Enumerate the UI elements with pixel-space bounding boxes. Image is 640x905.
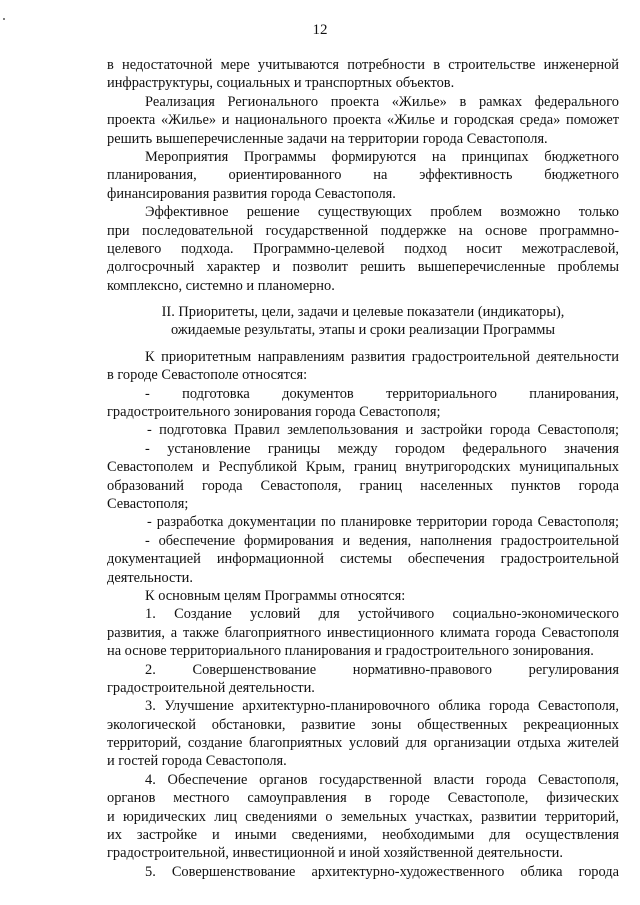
section-heading: II. Приоритеты, цели, задачи и целевые показатели (индикаторы), (161, 304, 565, 321)
scan-artifact-dot (3, 18, 5, 20)
text-line: Эффективное решение существующих проблем возможно только (145, 204, 619, 221)
text-line: инфраструктуры, социальных и транспортных объектов. (107, 75, 455, 92)
text-line: проекта «Жилье» и национального проекта «Жилье и городская среда» поможет (107, 112, 619, 129)
goal-item-line: 2. Совершенствование нормативно-правового регулирования (145, 661, 619, 678)
goal-item-line: их застройке и иными сведениями, необходимыми для осуществления (107, 827, 619, 844)
goal-item-line: 4. Обеспечение органов государственной власти города Севастополя, (145, 771, 619, 788)
goal-item-line: на основе территориального планирования и градостроительного зонирования. (107, 643, 594, 660)
goal-item-line: развития, а также благоприятного инвестиционного климата города Севастополя (107, 624, 619, 641)
text-line: в городе Севастополе относятся: (107, 367, 308, 384)
list-item-line: - подготовка Правил землепользования и застройки города Севастополя; (147, 422, 619, 439)
goal-item-line: экологической обстановки, развитие зоны общественных рекреационных (107, 716, 619, 733)
text-line: целевого подхода. Программно-целевой подход носит межотраслевой, (107, 240, 619, 257)
text-line: Реализация Регионального проекта «Жилье» в рамках федерального (145, 93, 619, 110)
text-line: финансирования развития города Севастополя. (107, 185, 396, 202)
goal-item-line: градостроительной, инвестиционной и иной хозяйственной деятельности. (107, 845, 563, 862)
section-heading: ожидаемые результаты, этапы и сроки реализации Программы (170, 322, 556, 339)
list-item-line: деятельности. (107, 569, 193, 586)
text-line: К основным целям Программы относятся: (145, 587, 406, 604)
document-body (107, 56, 619, 881)
list-item-line: - обеспечение формирования и ведения, наполнения градостроительной (145, 532, 619, 549)
list-item-line: - установление границы между городом федерального значения (145, 440, 619, 457)
goal-item-line: 1. Создание условий для устойчивого социально-экономического (145, 606, 619, 623)
list-item-line: документацией информационной системы обеспечения градостроительной (107, 551, 619, 568)
spacer (107, 295, 619, 303)
text-line: в недостаточной мере учитываются потребности в строительстве инженерной (107, 57, 619, 73)
list-item-line: образований города Севастополя, границ населенных пунктов города (107, 477, 619, 494)
page-number: 12 (312, 22, 328, 38)
goal-item-line: и гостей города Севастополя. (107, 753, 287, 770)
text-line: решить вышеперечисленные задачи на территории города Севастополя. (107, 130, 548, 147)
list-item-line: - разработка документации по планировке территории города Севастополя; (147, 514, 619, 531)
text-line: планирования, ориентированного на эффективность бюджетного (107, 167, 619, 184)
list-item-line: Севастополя; (107, 495, 189, 512)
goal-item-line: градостроительной деятельности. (107, 679, 315, 696)
list-item-line: градостроительного зонирования города Севастополя; (107, 404, 441, 421)
text-line: при последовательной государственной поддержке на основе программно- (107, 222, 619, 239)
text-line: комплексно, системно и планомерно. (107, 277, 335, 294)
text-line: Мероприятия Программы формируются на принципах бюджетного (145, 148, 619, 165)
goal-item-line: органов местного самоуправления в городе Севастополе, физических (107, 790, 619, 807)
text-line: К приоритетным направлениям развития градостроительной деятельности (145, 348, 619, 365)
list-item-line: Севастополем и Республикой Крым, границ внутригородских муниципальных (107, 459, 619, 476)
goal-item-line: 3. Улучшение архитектурно-планировочного облика города Севастополя, (145, 698, 619, 715)
goal-item-line: 5. Совершенствование архитектурно-художественного облика города (145, 863, 619, 880)
goal-item-line: территорий, создание благоприятных условий для организации отдыха жителей (107, 735, 619, 752)
text-line: долгосрочный характер и позволит решить вышеперечисленные проблемы (107, 259, 619, 276)
goal-item-line: и юридических лиц сведениями о земельных участках, развитии территорий, (107, 808, 619, 825)
spacer (107, 340, 619, 348)
list-item-line: - подготовка документов территориального планирования, (145, 385, 619, 402)
